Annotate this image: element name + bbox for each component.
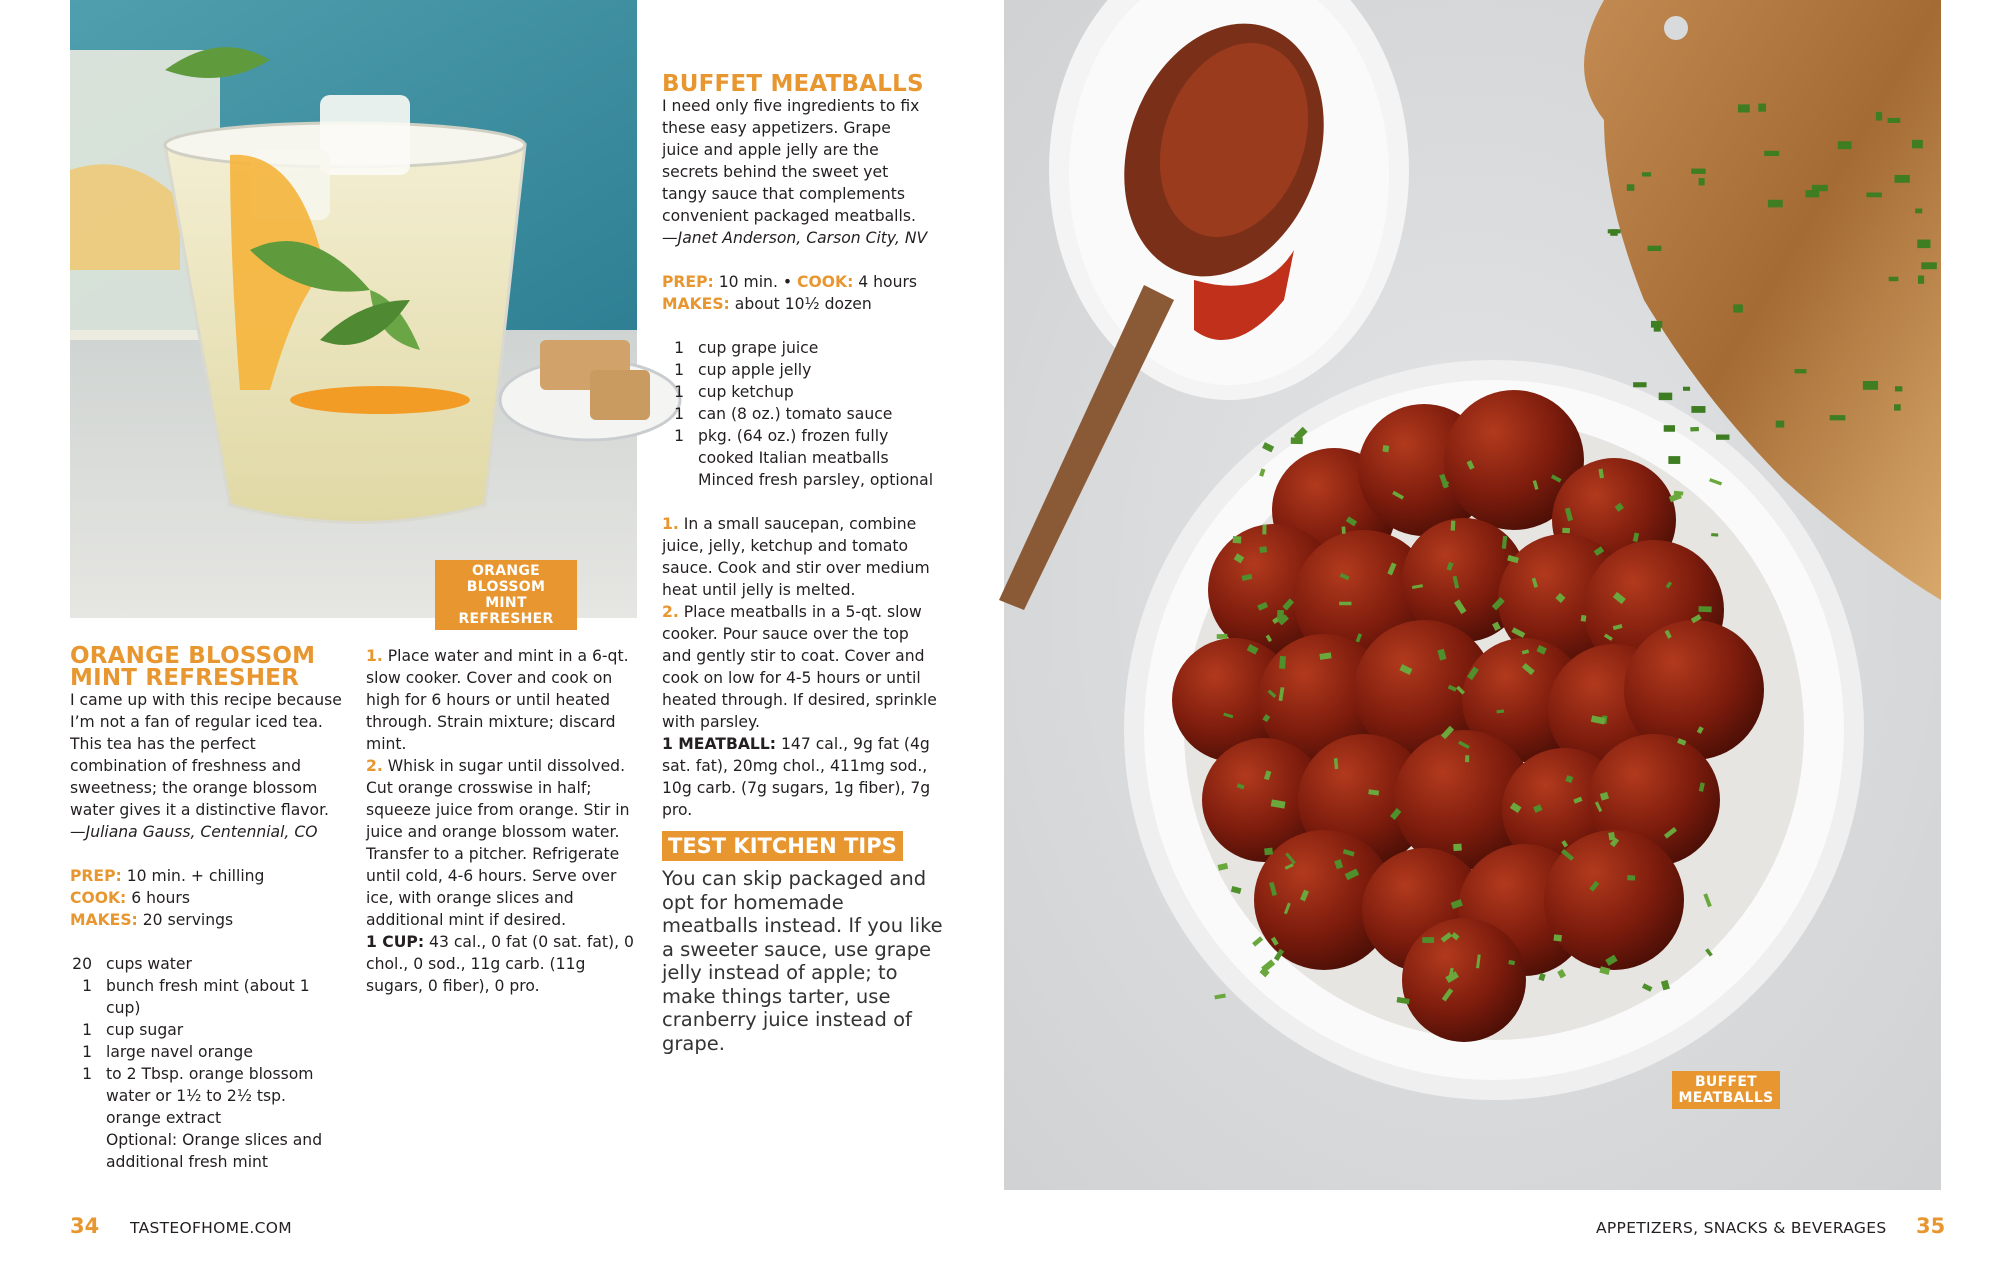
refresher-recipe-intro <box>70 645 345 1173</box>
parsley-fleck <box>1342 526 1346 533</box>
parsley-fleck <box>1812 185 1828 191</box>
ingredient-item: Minced fresh parsley, optional <box>698 471 934 489</box>
refresher-nutrition: 1 CUP: 43 cal., 0 fat (0 sat. fat), 0 chol., 0 sod., 11g carb. (11g sugars, 0 fiber), 0 pro. <box>366 933 634 995</box>
refresher-directions <box>366 645 640 997</box>
refresher-intro: I came up with this recipe because I’m not a fan of regular iced tea. This tea has the perfect combination of freshness and sweetness; the orange blossom water gives it a distinctive flavor. <box>70 691 342 819</box>
ingredient-item: 1 pkg. (64 oz.) frozen fully cooked Italian meatballs <box>674 427 889 467</box>
meatballs-ingredients <box>662 337 942 491</box>
parsley-fleck <box>1633 382 1646 387</box>
parsley-fleck <box>1562 528 1570 534</box>
meatballs-directions <box>662 513 938 821</box>
meatballs-makes-label: MAKES: <box>662 295 730 313</box>
refresher-makes-label: MAKES: <box>70 911 138 929</box>
parsley-fleck <box>1642 172 1651 176</box>
parsley-fleck <box>1690 427 1699 432</box>
parsley-fleck <box>1915 209 1922 214</box>
parsley-fleck <box>1382 445 1389 452</box>
direction-step: 2. Place meatballs in a 5-qt. slow cooker. Pour sauce over the top and gently stir to coat. Cover and cook on low for 4-5 hours or until heated through. If desired, sprinkle with parsley. <box>662 603 937 731</box>
tips-heading: TEST KITCHEN TIPS <box>662 831 903 861</box>
parsley-fleck <box>1453 844 1462 852</box>
parsley-fleck <box>1716 435 1729 440</box>
direction-step: 2. Whisk in sugar until dissolved. Cut orange crosswise in half; squeeze juice from orange. Stir in juice and orange blossom water. Transfer to a pitcher. Refrigerate until cold, 4-6 hours. Serve over ice, with orange slices and additional mint if desired. <box>366 757 630 929</box>
parsley-fleck <box>1233 536 1242 544</box>
meatballs-title: BUFFET MEATBALLS <box>662 71 924 97</box>
parsley-fleck <box>1465 755 1469 762</box>
parsley-fleck <box>1894 175 1909 183</box>
refresher-title-line2: MINT REFRESHER <box>70 665 299 691</box>
parsley-fleck <box>1610 229 1617 236</box>
parsley-fleck <box>1651 321 1662 328</box>
meatballs-photo-tag: BUFFET MEATBALLS <box>1672 1071 1780 1109</box>
refresher-photo-illustration <box>70 0 637 618</box>
tips-body: You can skip packaged and opt for homemade meatballs instead. If you like a sweeter sauce, use grape jelly instead of apple; to make things tarter, use cranberry juice instead of grape. <box>662 867 943 1055</box>
meatballs-photo-illustration <box>1004 0 1941 1190</box>
ingredient-item: 1 cup sugar <box>82 1021 184 1039</box>
direction-step: 1. In a small saucepan, combine juice, jelly, ketchup and tomato sauce. Cook and stir over medium heat until jelly is melted. <box>662 515 930 599</box>
parsley-fleck <box>1668 456 1680 464</box>
meatballs-intro: I need only five ingredients to fix these easy appetizers. Grape juice and apple jelly are the secrets behind the sweet yet tangy sauce that complements convenient packaged meatballs. <box>662 97 920 225</box>
parsley-fleck <box>1738 104 1750 112</box>
parsley-fleck <box>1921 262 1937 269</box>
parsley-fleck <box>1339 602 1351 606</box>
ingredient-item: 1 large navel orange <box>82 1043 253 1061</box>
parsley-fleck <box>1683 387 1690 391</box>
parsley-fleck <box>1659 393 1673 400</box>
refresher-ingredients <box>70 953 340 1173</box>
parsley-fleck <box>1291 437 1303 444</box>
left-page-number: 34 <box>70 1214 100 1238</box>
parsley-fleck <box>1451 521 1456 531</box>
parsley-fleck <box>1262 525 1266 535</box>
ingredient-item: 1 to 2 Tbsp. orange blossom water or 1½ to 2½ tsp. orange extract <box>82 1065 314 1127</box>
parsley-fleck <box>1894 404 1901 410</box>
meatballs-makes-value: about 10½ dozen <box>734 295 872 313</box>
refresher-prep-value: 10 min. + chilling <box>126 867 265 885</box>
parsley-fleck <box>1698 606 1711 612</box>
parsley-fleck <box>1888 118 1901 123</box>
refresher-title <box>70 645 345 689</box>
parsley-fleck <box>1912 140 1923 148</box>
parsley-fleck <box>1627 875 1635 880</box>
meatballs-photo <box>1004 0 1941 1190</box>
refresher-cook-label: COOK: <box>70 889 127 907</box>
parsley-fleck <box>1733 304 1743 312</box>
ingredient-item: 1 cup apple jelly <box>674 361 812 379</box>
parsley-fleck <box>1264 848 1273 856</box>
parsley-fleck <box>1764 151 1779 156</box>
right-section-title: APPETIZERS, SNACKS & BEVERAGES <box>1596 1219 1887 1237</box>
meatballs-cook-value: 4 hours <box>858 273 918 291</box>
meatballs-prep-label: PREP: <box>662 273 714 291</box>
parsley-fleck <box>1711 533 1718 537</box>
parsley-fleck <box>1608 832 1615 840</box>
test-kitchen-tips <box>662 831 942 1055</box>
parsley-fleck <box>1259 546 1267 553</box>
meatballs-times <box>662 271 942 315</box>
ingredient-item: Optional: Orange slices and additional fresh mint <box>106 1131 323 1171</box>
parsley-fleck <box>1581 615 1587 622</box>
parsley-fleck <box>1768 200 1783 208</box>
parsley-fleck <box>1863 381 1878 390</box>
parsley-fleck <box>1918 276 1924 284</box>
parsley-fleck <box>1654 327 1661 331</box>
parsley-fleck <box>1830 415 1846 420</box>
direction-step: 1. Place water and mint in a 6-qt. slow cooker. Cover and cook on high for 6 hours or until heated through. Strain mixture; discard mint. <box>366 647 629 753</box>
parsley-fleck <box>1776 421 1785 428</box>
right-page-number: 35 <box>1916 1214 1946 1238</box>
parsley-fleck <box>1866 192 1881 197</box>
parsley-fleck <box>1279 656 1286 669</box>
parsley-fleck <box>1889 277 1899 281</box>
refresher-photo <box>70 0 637 627</box>
parsley-fleck <box>1917 240 1930 249</box>
refresher-cook-value: 6 hours <box>131 889 190 907</box>
parsley-fleck <box>1627 184 1635 191</box>
meatball-shape <box>1402 918 1526 1042</box>
parsley-fleck <box>1277 610 1284 620</box>
refresher-prep-label: PREP: <box>70 867 122 885</box>
meatballs-credit: —Janet Anderson, Carson City, NV <box>662 229 928 247</box>
parsley-fleck <box>1895 386 1902 391</box>
meatballs-prep-value: 10 min. • <box>718 273 793 291</box>
parsley-fleck <box>1691 169 1705 174</box>
meatballs-nutrition: 1 MEATBALL: 147 cal., 9g fat (4g sat. fat), 20mg chol., 411mg sod., 10g carb. (7g sugars, 1g fiber), 7g pro. <box>662 735 931 819</box>
refresher-times <box>70 865 345 931</box>
ingredient-item: 1 cup ketchup <box>674 383 794 401</box>
parsley-fleck <box>1664 425 1675 432</box>
ingredient-item: 1 can (8 oz.) tomato sauce <box>674 405 893 423</box>
parsley-fleck <box>1422 937 1434 943</box>
refresher-makes-value: 20 servings <box>142 911 234 929</box>
refresher-credit: —Juliana Gauss, Centennial, CO <box>70 823 318 841</box>
ingredient-item: 1 bunch fresh mint (about 1 cup) <box>82 977 310 1017</box>
meatballs-recipe <box>662 73 942 1055</box>
parsley-fleck <box>1758 104 1766 112</box>
meatballs-cook-label: COOK: <box>797 273 854 291</box>
parsley-fleck <box>1554 934 1562 941</box>
left-site-name: TASTEOFHOME.COM <box>130 1219 292 1237</box>
refresher-title-line1: ORANGE BLOSSOM <box>70 643 316 669</box>
parsley-fleck <box>1648 246 1662 251</box>
ingredient-item: 20 cups water <box>72 955 192 973</box>
ingredient-item: 1 cup grape juice <box>674 339 819 357</box>
parsley-fleck <box>1217 634 1228 639</box>
parsley-fleck <box>1838 141 1852 149</box>
refresher-photo-tag: ORANGE BLOSSOM MINT REFRESHER <box>435 560 577 630</box>
parsley-fleck <box>1691 406 1705 413</box>
parsley-fleck <box>1876 112 1882 121</box>
parsley-fleck <box>1795 369 1807 373</box>
parsley-fleck <box>1699 178 1705 185</box>
